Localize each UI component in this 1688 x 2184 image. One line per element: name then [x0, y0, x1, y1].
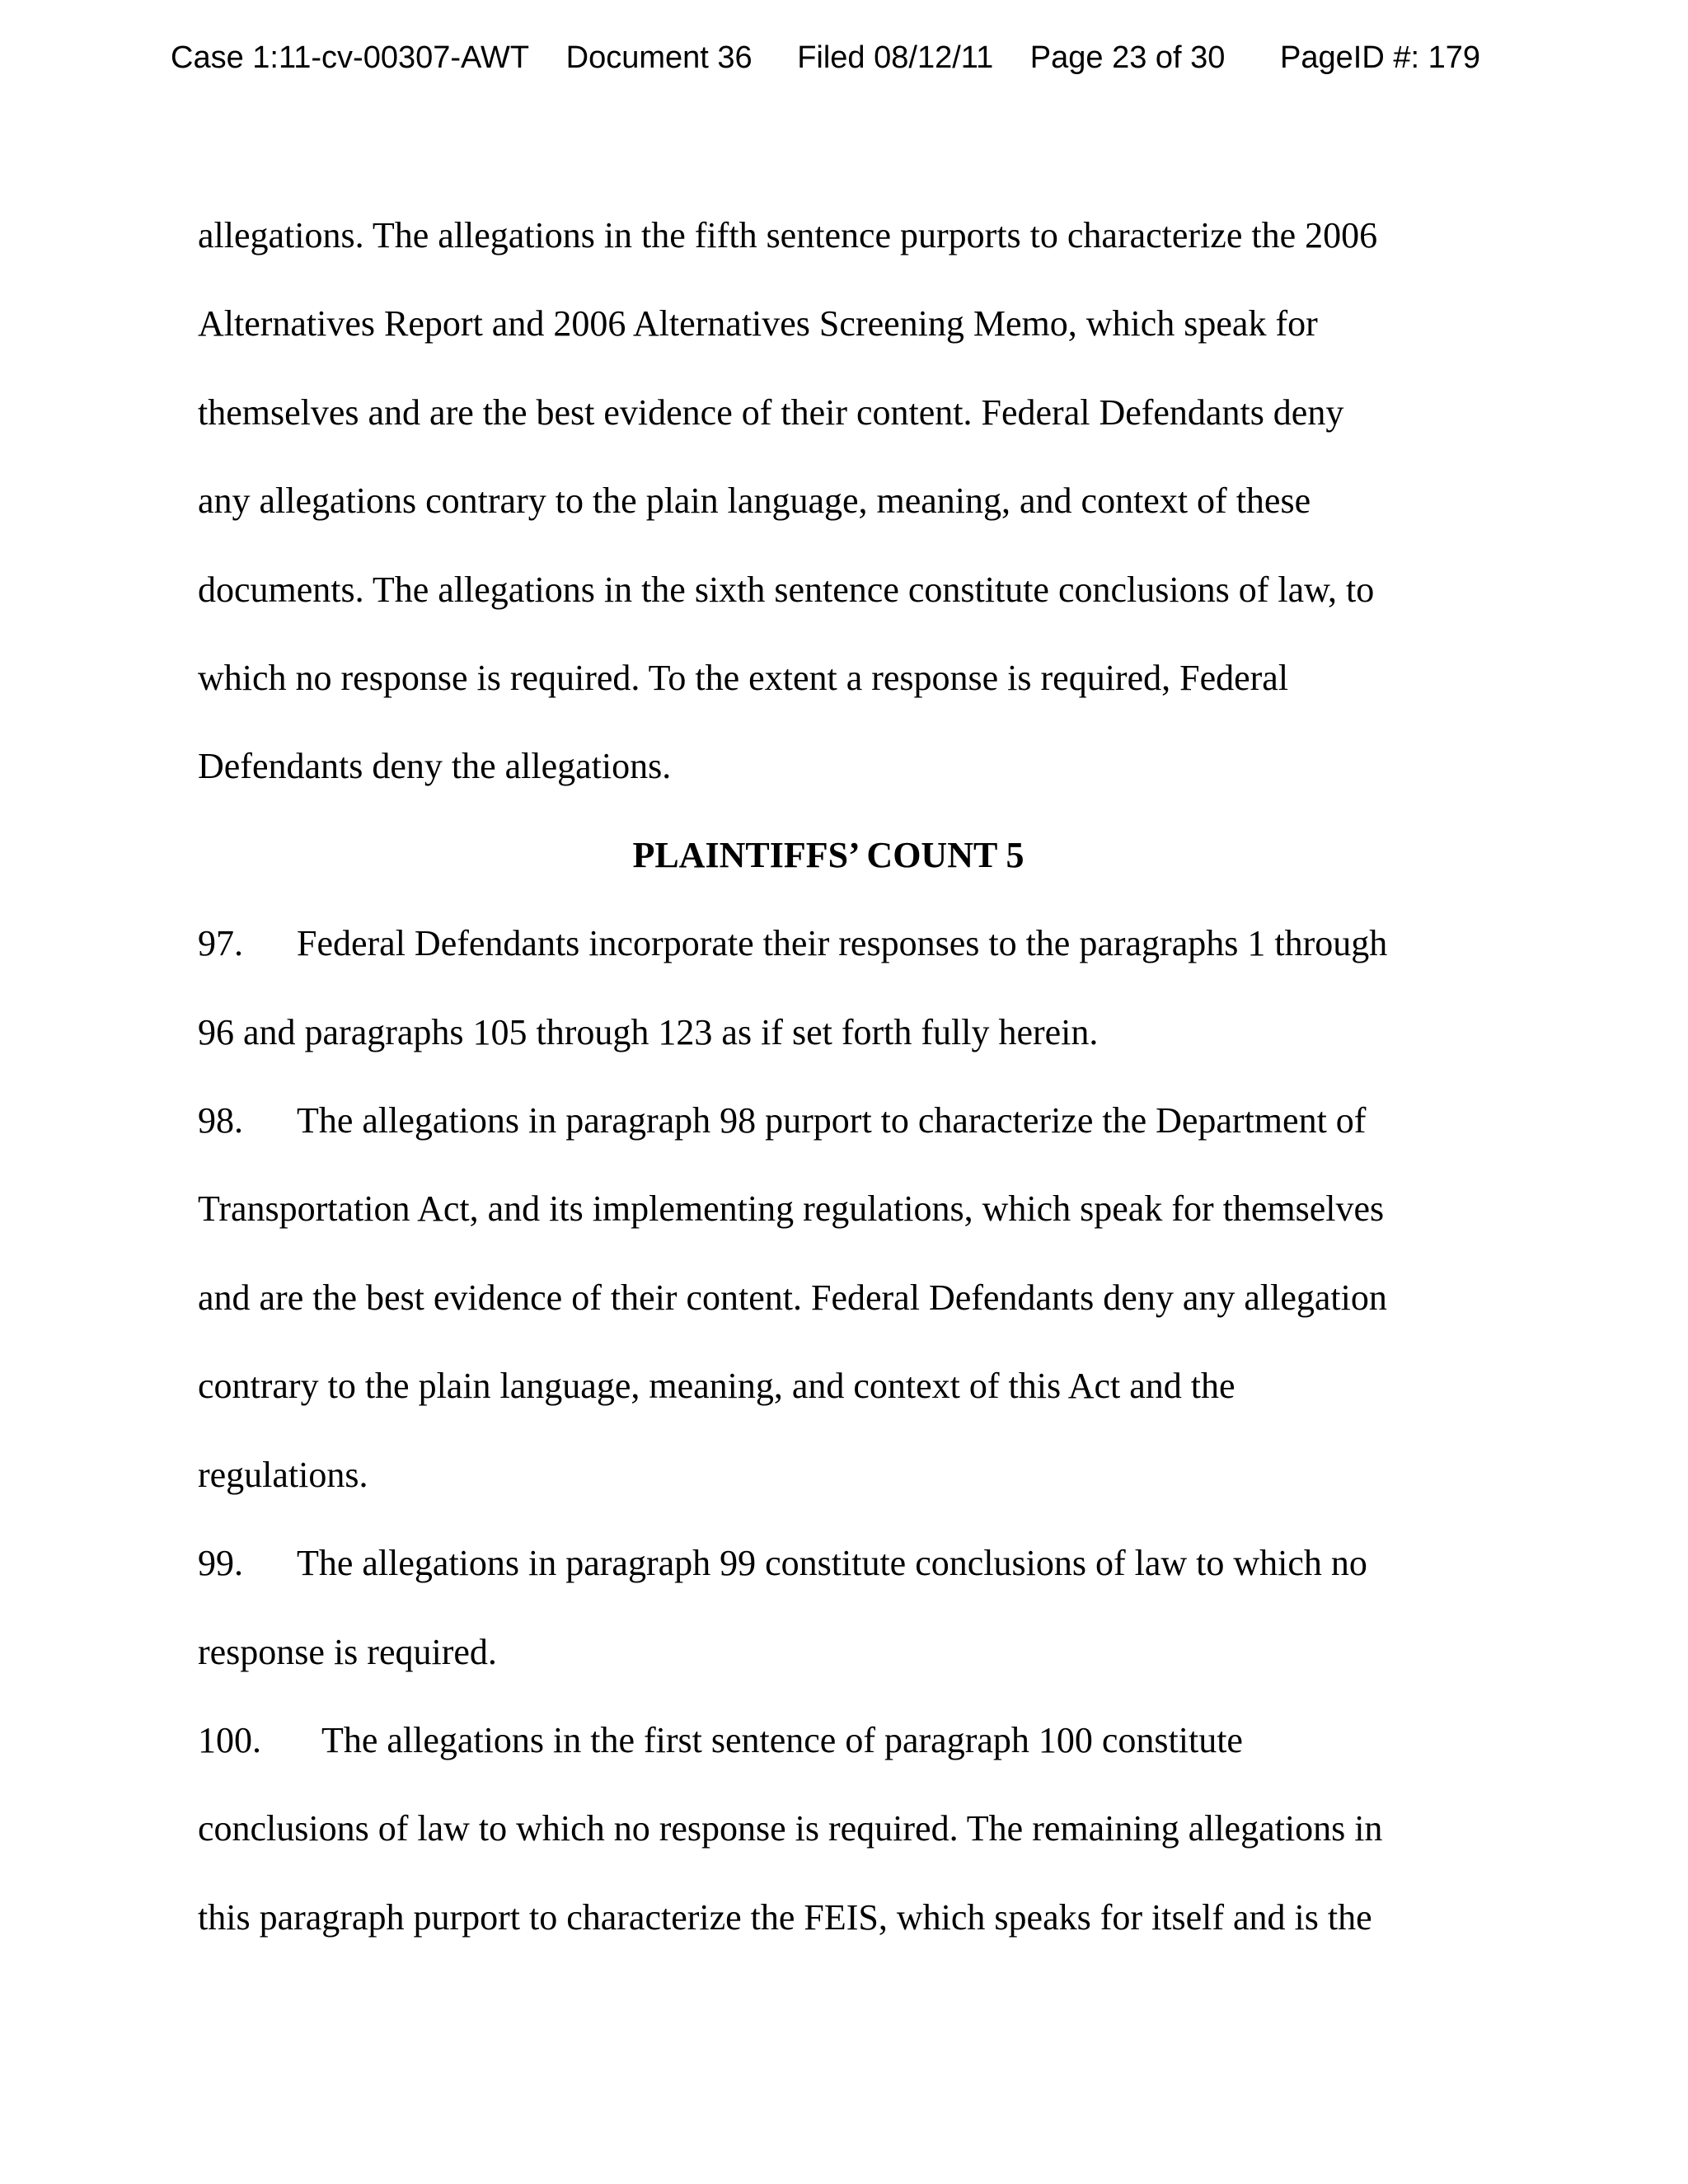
paragraph-text: The allegations in paragraph 99 constitute conclusions of law to which no	[297, 1543, 1367, 1584]
paragraph-99	[198, 1519, 1484, 1607]
paragraph-number: 98.	[198, 1100, 243, 1141]
text-line: contrary to the plain language, meaning, and context of this Act and the	[198, 1366, 1236, 1407]
section-heading: PLAINTIFFS’ COUNT 5	[632, 834, 1025, 875]
case-number: Case 1:11-cv-00307-AWT	[171, 40, 530, 75]
text-line: any allegations contrary to the plain language, meaning, and context of these	[198, 480, 1311, 522]
document-number: Document 36	[565, 40, 753, 75]
text-line: this paragraph purport to characterize the FEIS, which speaks for itself and is the	[198, 1896, 1372, 1938]
paragraph-number: 100.	[198, 1719, 261, 1760]
text-line: and are the best evidence of their content. Federal Defendants deny any allegation	[198, 1277, 1387, 1318]
text-line: regulations.	[198, 1454, 368, 1495]
paragraph-98	[198, 1076, 1484, 1165]
paragraph-100	[198, 1696, 1484, 1784]
filed-date: Filed 08/12/11	[797, 40, 994, 75]
text-line: conclusions of law to which no response is required. The remaining allegations in	[198, 1808, 1383, 1849]
page-id: PageID #: 179	[1280, 40, 1480, 75]
text-line: themselves and are the best evidence of their content. Federal Defendants deny	[198, 391, 1344, 433]
page-count: Page 23 of 30	[1029, 40, 1226, 75]
paragraph-text: Federal Defendants incorporate their responses to the paragraphs 1 through	[297, 923, 1388, 964]
text-line: 96 and paragraphs 105 through 123 as if set forth fully herein.	[198, 1011, 1099, 1052]
text-line: which no response is required. To the extent a response is required, Federal	[198, 658, 1289, 699]
text-line: documents. The allegations in the sixth sentence constitute conclusions of law, to	[198, 569, 1375, 610]
paragraph-text: The allegations in the first sentence of paragraph 100 constitute	[321, 1719, 1243, 1760]
document-body	[198, 191, 1484, 1961]
text-line: Alternatives Report and 2006 Alternatives Screening Memo, which speak for	[198, 303, 1318, 344]
text-line: Defendants deny the allegations.	[198, 746, 672, 787]
text-line: Transportation Act, and its implementing regulations, which speak for themselves	[198, 1188, 1385, 1230]
paragraph-97	[198, 899, 1484, 987]
page-header	[171, 38, 1522, 77]
paragraph-number: 97.	[198, 923, 243, 964]
paragraph-text: The allegations in paragraph 98 purport to characterize the Department of	[297, 1100, 1367, 1141]
paragraph-number: 99.	[198, 1543, 243, 1584]
text-line: allegations. The allegations in the fifth sentence purports to characterize the 2006	[198, 215, 1378, 255]
text-line: response is required.	[198, 1631, 497, 1672]
